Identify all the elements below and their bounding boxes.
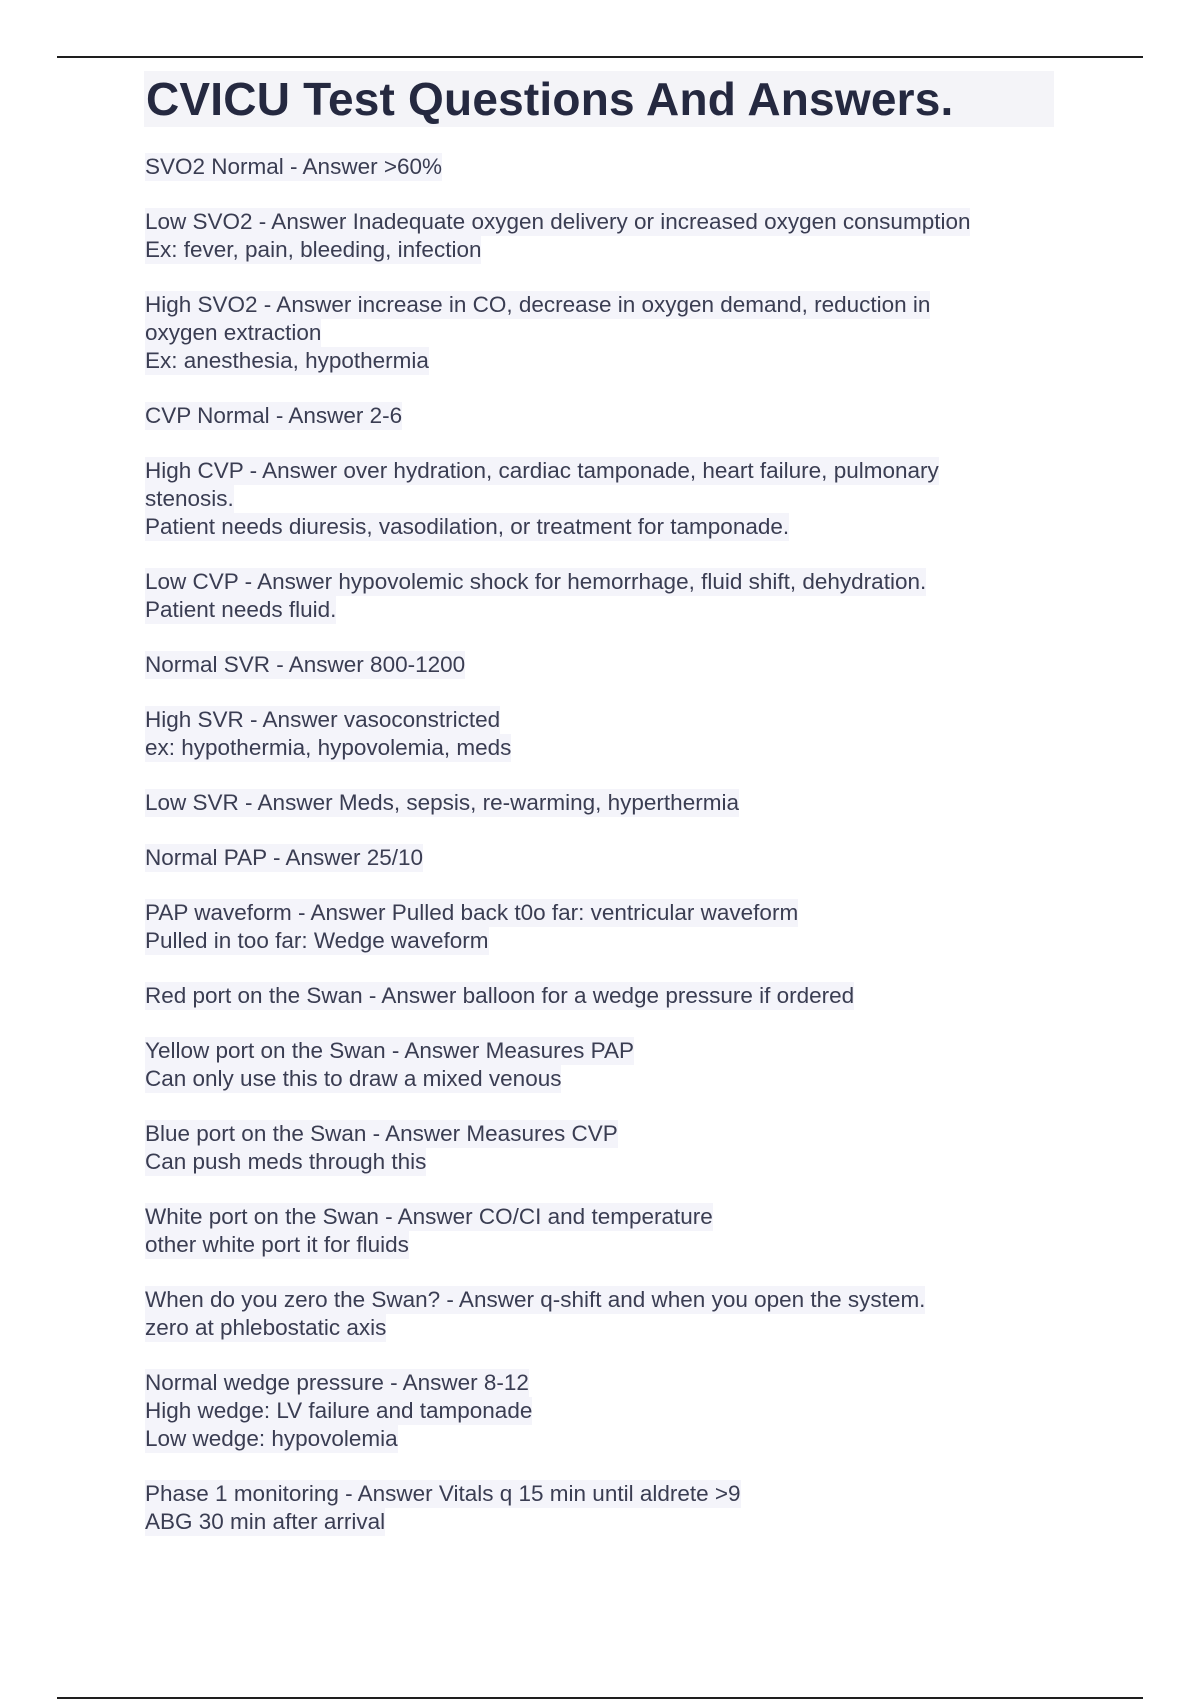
page-title: CVICU Test Questions And Answers. — [144, 71, 1054, 127]
qa-item — [145, 402, 1075, 430]
qa-item — [145, 844, 1075, 872]
qa-item — [145, 291, 1075, 375]
qa-answer-line: Ex: fever, pain, bleeding, infection — [145, 237, 482, 262]
qa-item — [145, 1037, 1075, 1093]
qa-item — [145, 789, 1075, 817]
qa-answer-line: Patient needs fluid. — [145, 597, 337, 622]
qa-question-line: High SVO2 - Answer increase in CO, decrease in oxygen demand, reduction in — [145, 292, 931, 317]
qa-answer-line: High wedge: LV failure and tamponade — [145, 1398, 533, 1423]
qa-question-line: Yellow port on the Swan - Answer Measures PAP — [145, 1038, 635, 1063]
qa-question-line: CVP Normal - Answer 2-6 — [145, 403, 403, 428]
qa-answer-line: Low wedge: hypovolemia — [145, 1426, 398, 1451]
qa-item — [145, 153, 1075, 181]
qa-answer-line: oxygen extraction — [145, 320, 322, 345]
qa-item — [145, 899, 1075, 955]
qa-answer-line: zero at phlebostatic axis — [145, 1315, 387, 1340]
qa-question-line: PAP waveform - Answer Pulled back t0o far: ventricular waveform — [145, 900, 799, 925]
qa-question-line: High CVP - Answer over hydration, cardiac tamponade, heart failure, pulmonary — [145, 458, 939, 483]
qa-question-line: Blue port on the Swan - Answer Measures CVP — [145, 1121, 618, 1146]
qa-item — [145, 1203, 1075, 1259]
qa-question-line: Normal SVR - Answer 800-1200 — [145, 652, 466, 677]
qa-item — [145, 1286, 1075, 1342]
qa-answer-line: stenosis. — [145, 486, 234, 511]
qa-answer-line: Pulled in too far: Wedge waveform — [145, 928, 489, 953]
qa-question-line: White port on the Swan - Answer CO/CI and temperature — [145, 1204, 713, 1229]
qa-answer-line: Patient needs diuresis, vasodilation, or treatment for tamponade. — [145, 514, 790, 539]
qa-answer-line: ex: hypothermia, hypovolemia, meds — [145, 735, 512, 760]
qa-question-line: When do you zero the Swan? - Answer q-shift and when you open the system. — [145, 1287, 926, 1312]
qa-list — [145, 153, 1075, 1563]
qa-question-line: Phase 1 monitoring - Answer Vitals q 15 min until aldrete >9 — [145, 1481, 741, 1506]
qa-item — [145, 1120, 1075, 1176]
qa-question-line: High SVR - Answer vasoconstricted — [145, 707, 501, 732]
qa-question-line: Red port on the Swan - Answer balloon for a wedge pressure if ordered — [145, 983, 855, 1008]
qa-answer-line: Ex: anesthesia, hypothermia — [145, 348, 429, 373]
qa-question-line: SVO2 Normal - Answer >60% — [145, 154, 442, 179]
qa-answer-line: Can push meds through this — [145, 1149, 427, 1174]
qa-item — [145, 208, 1075, 264]
qa-item — [145, 651, 1075, 679]
qa-item — [145, 706, 1075, 762]
qa-item — [145, 1369, 1075, 1453]
qa-answer-line: Can only use this to draw a mixed venous — [145, 1066, 562, 1091]
qa-item — [145, 1480, 1075, 1536]
qa-answer-line: other white port it for fluids — [145, 1232, 409, 1257]
qa-question-line: Low CVP - Answer hypovolemic shock for hemorrhage, fluid shift, dehydration. — [145, 569, 927, 594]
qa-answer-line: ABG 30 min after arrival — [145, 1509, 386, 1534]
qa-question-line: Low SVO2 - Answer Inadequate oxygen delivery or increased oxygen consumption — [145, 209, 971, 234]
qa-question-line: Normal PAP - Answer 25/10 — [145, 845, 424, 870]
qa-item — [145, 457, 1075, 541]
qa-item — [145, 982, 1075, 1010]
qa-item — [145, 568, 1075, 624]
qa-question-line: Normal wedge pressure - Answer 8-12 — [145, 1370, 529, 1395]
qa-question-line: Low SVR - Answer Meds, sepsis, re-warming, hyperthermia — [145, 790, 739, 815]
top-rule — [57, 56, 1143, 58]
bottom-rule — [57, 1697, 1143, 1699]
